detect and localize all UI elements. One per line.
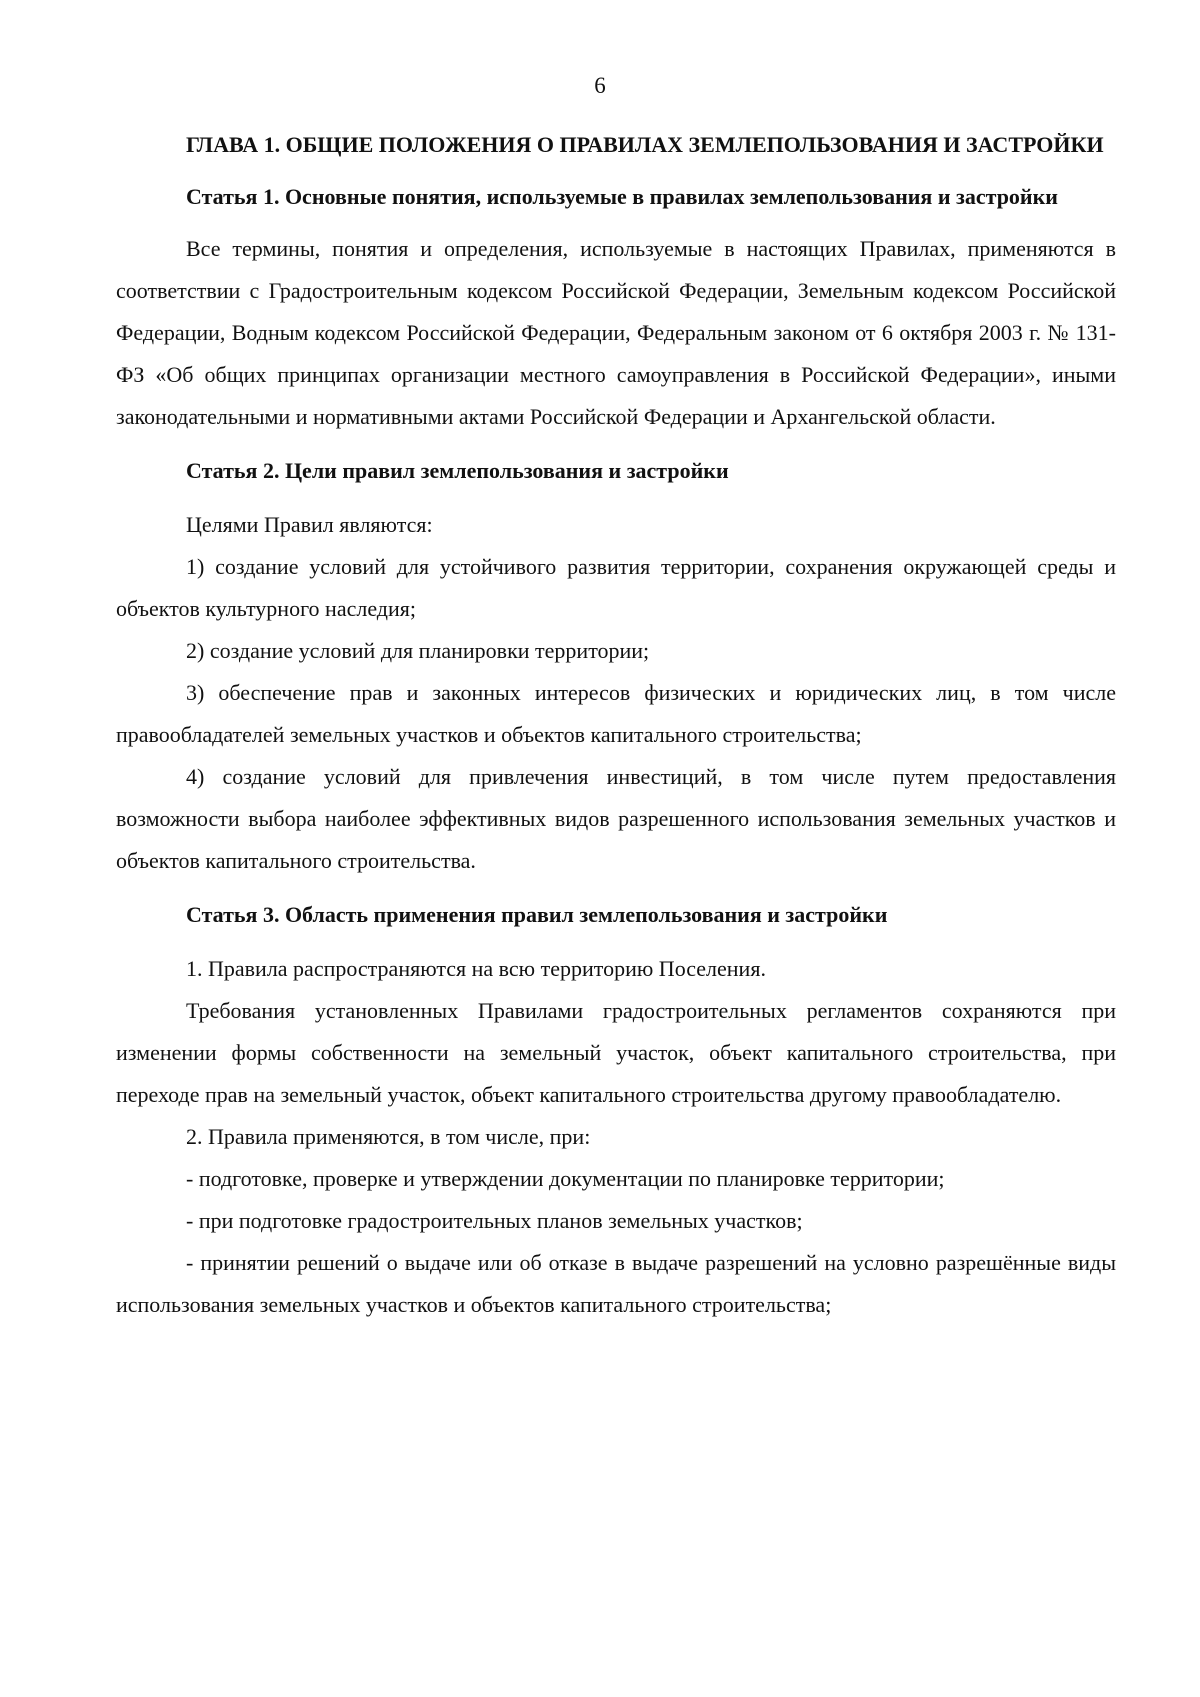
article-2: [116, 450, 1116, 882]
article-2-paragraph: 2) создание условий для планировки территории;: [186, 638, 650, 663]
article-3-paragraph: - подготовке, проверке и утверждении документации по планировке территории;: [186, 1166, 945, 1191]
article-3-title: Статья 3. Область применения правил землепользования и застройки: [186, 902, 888, 927]
article-1-title: Статья 1. Основные понятия, используемые в правилах землепользования и застройки: [186, 184, 1058, 209]
article-3-paragraph: - при подготовке градостроительных планов земельных участков;: [186, 1208, 803, 1233]
article-1-paragraph: Все термины, понятия и определения, используемые в настоящих Правилах, применяются в соответствии с Градостроительным кодексом Российской Федерации, Земельным кодексом Российской Федерации, Водным кодексом Российской Федерации, Федеральным законом от 6 октября 2003 г. № 131-ФЗ «Об общих принципах организации местного самоуправления в Российской Федерации», иными законодательными и нормативными актами Российской Федерации и Архангельской области.: [116, 236, 1116, 429]
article-3-paragraph: 2. Правила применяются, в том числе, при:: [186, 1124, 591, 1149]
article-2-paragraph: 1) создание условий для устойчивого развития территории, сохранения окружающей среды и объектов культурного наследия;: [116, 554, 1116, 621]
chapter-title: ГЛАВА 1. ОБЩИЕ ПОЛОЖЕНИЯ О ПРАВИЛАХ ЗЕМЛЕПОЛЬЗОВАНИЯ И ЗАСТРОЙКИ: [186, 132, 1104, 157]
article-2-paragraph: 3) обеспечение прав и законных интересов физических и юридических лиц, в том числе правообладателей земельных участков и объектов капитального строительства;: [116, 680, 1116, 747]
article-3-paragraph: - принятии решений о выдаче или об отказе в выдаче разрешений на условно разрешённые виды использования земельных участков и объектов капитального строительства;: [116, 1250, 1116, 1317]
article-2-title: Статья 2. Цели правил землепользования и застройки: [186, 458, 729, 483]
article-3-paragraph: 1. Правила распространяются на всю территорию Поселения.: [186, 956, 766, 981]
article-3: [116, 894, 1116, 1326]
article-1: [116, 176, 1116, 438]
article-2-paragraph: Целями Правил являются:: [186, 512, 433, 537]
document-body: [116, 124, 1116, 1326]
article-2-paragraph: 4) создание условий для привлечения инвестиций, в том числе путем предоставления возможности выбора наиболее эффективных видов разрешенного использования земельных участков и объектов капитального строительства.: [116, 764, 1116, 873]
page-number: 6: [594, 73, 606, 98]
article-3-paragraph: Требования установленных Правилами градостроительных регламентов сохраняются при изменении формы собственности на земельный участок, объект капитального строительства, при переходе прав на земельный участок, объект капитального строительства другому правообладателю.: [116, 998, 1116, 1107]
